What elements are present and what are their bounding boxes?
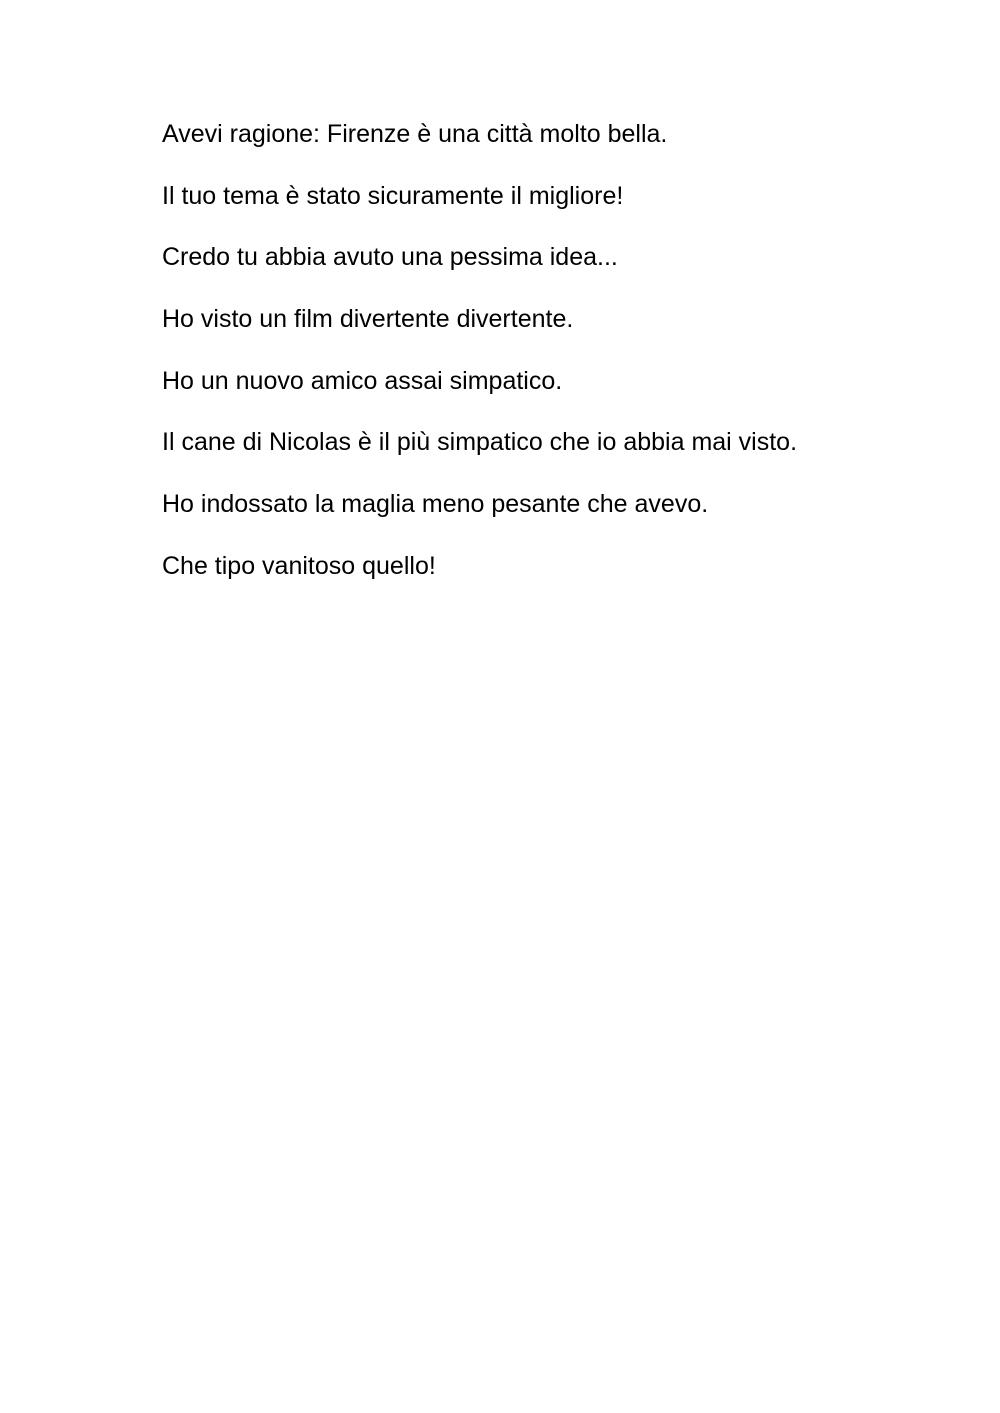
sentence-line: Che tipo vanitoso quello! <box>162 551 436 580</box>
sentence-line: Ho indossato la maglia meno pesante che avevo. <box>162 490 709 519</box>
sentence-line: Credo tu abbia avuto una pessima idea... <box>162 243 618 272</box>
sentence-list <box>162 114 797 608</box>
sentence-line: Ho visto un film divertente divertente. <box>162 305 574 334</box>
sentence-line: Il tuo tema è stato sicuramente il migliore! <box>162 181 624 210</box>
sentence-line: Il cane di Nicolas è il più simpatico che io abbia mai visto. <box>162 428 798 457</box>
sentence-line: Ho un nuovo amico assai simpatico. <box>162 366 563 395</box>
sentence-line: Avevi ragione: Firenze è una città molto bella. <box>162 120 668 148</box>
